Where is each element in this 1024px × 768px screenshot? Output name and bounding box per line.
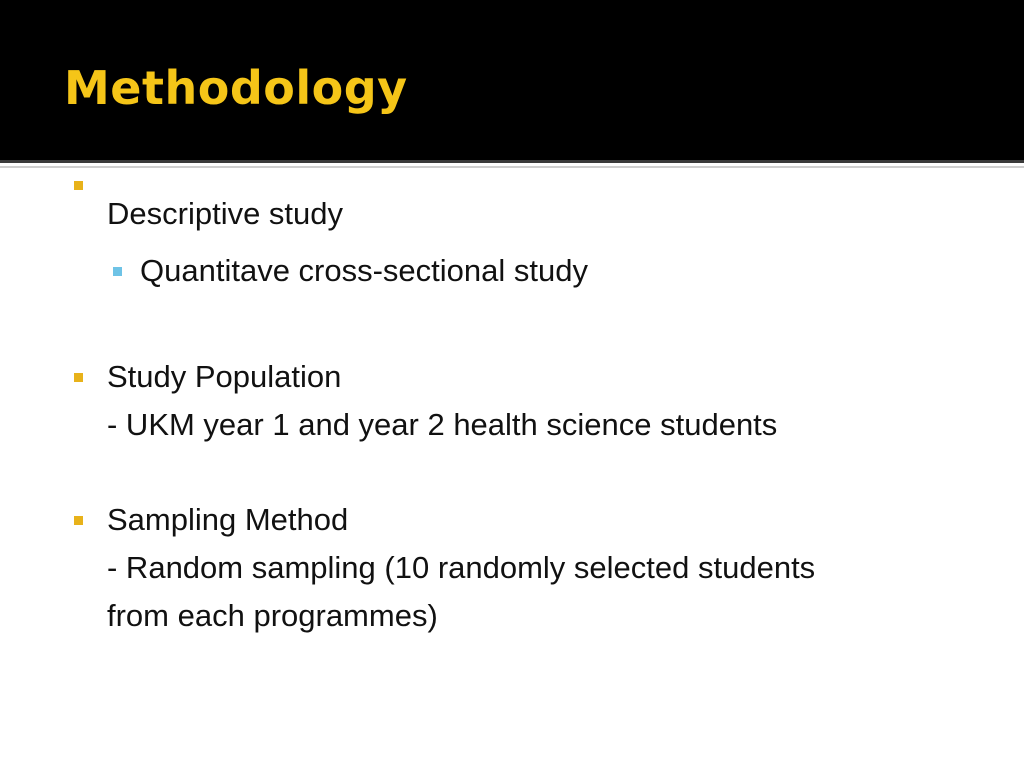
sampling-method-detail-line1: - Random sampling (10 randomly selected students	[107, 550, 816, 585]
bullet-study-population: Study Population	[107, 359, 342, 394]
title-divider-accent	[0, 166, 1024, 168]
bullet-square-icon	[74, 516, 83, 525]
bullet-sampling-method: Sampling Method	[107, 502, 349, 537]
bullet-square-icon	[74, 373, 83, 382]
sub-bullet-cross-sectional: Quantitave cross-sectional study	[140, 253, 588, 288]
sampling-method-detail-line2: from each programmes)	[107, 598, 438, 633]
sub-bullet-square-icon	[113, 267, 122, 276]
title-bar	[0, 0, 1024, 160]
slide-title: Methodology	[64, 61, 408, 115]
bullet-square-icon	[74, 181, 83, 190]
title-divider	[0, 160, 1024, 163]
bullet-descriptive-study: Descriptive study	[107, 196, 344, 231]
study-population-detail: - UKM year 1 and year 2 health science students	[107, 407, 778, 442]
